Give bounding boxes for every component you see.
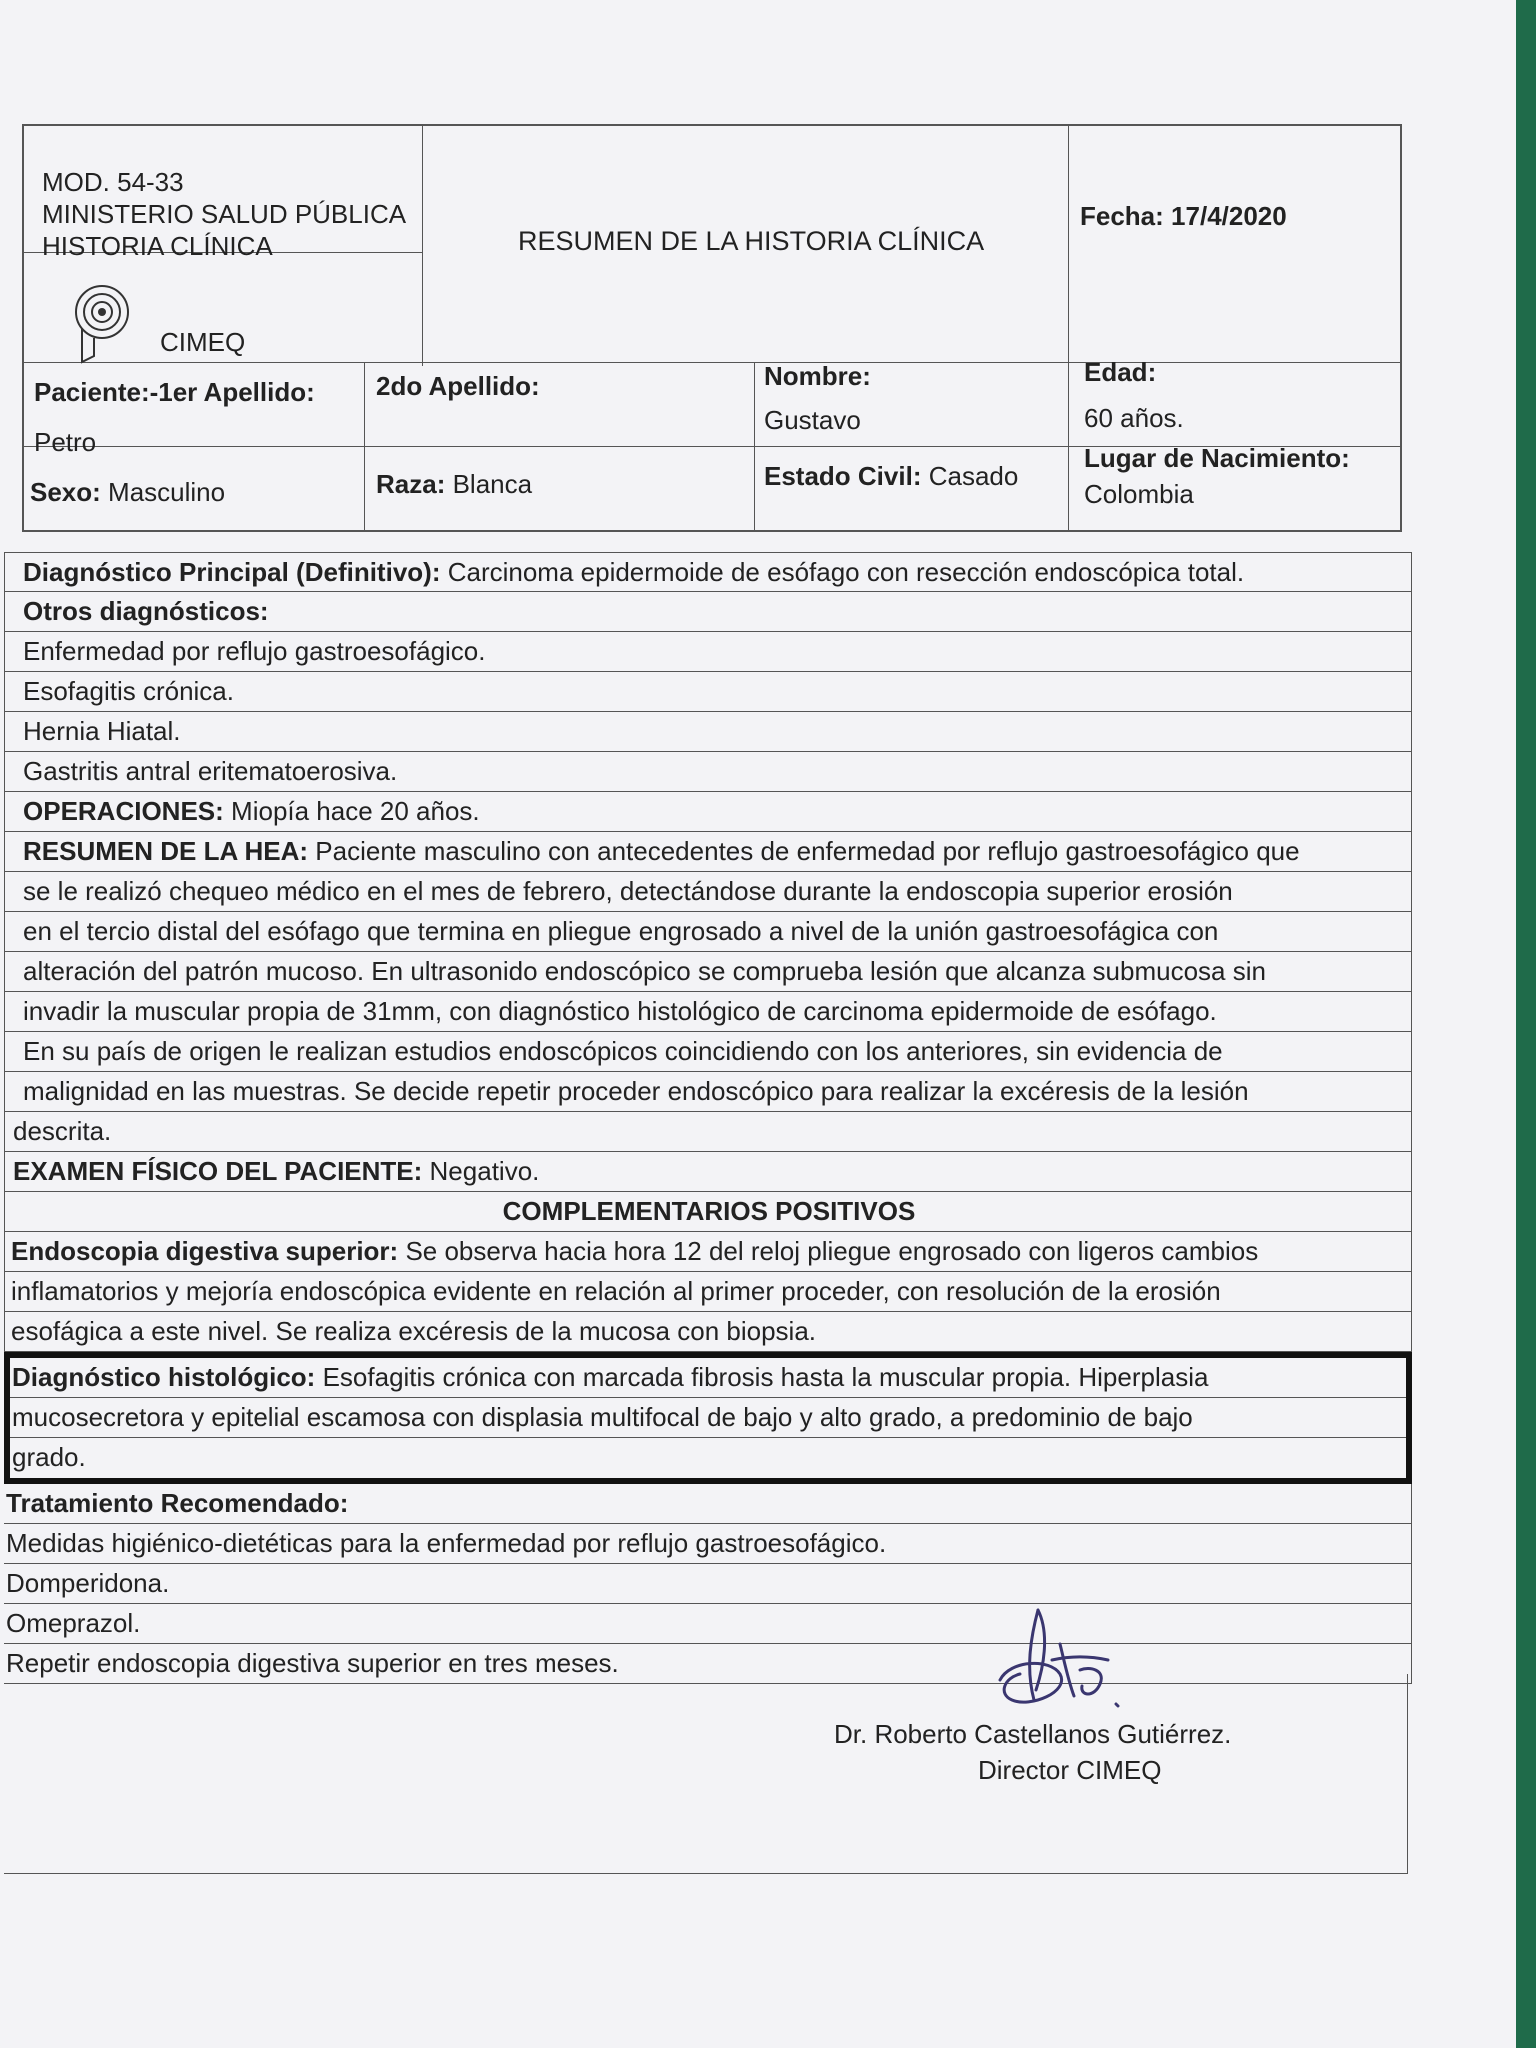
page-title: RESUMEN DE LA HISTORIA CLÍNICA (518, 226, 985, 256)
date-label: Fecha: (1080, 201, 1164, 231)
ministry-name: MINISTERIO SALUD PÚBLICA (42, 199, 407, 229)
hea-row (4, 832, 1412, 872)
histology-line: mucosecretora y epitelial escamosa con displasia multifocal de bajo y alto grado, a predominio de bajo (10, 1398, 1406, 1438)
physical-exam-label: EXAMEN FÍSICO DEL PACIENTE: (13, 1156, 423, 1186)
surname2-label: 2do Apellido: (376, 371, 540, 401)
civil-status-value: Casado (928, 461, 1019, 491)
hea-label: RESUMEN DE LA HEA: (23, 836, 309, 866)
treatment-item: Medidas higiénico-dietéticas para la enfermedad por reflujo gastroesofágico. (4, 1524, 1412, 1564)
endoscopy-line: inflamatorios y mejoría endoscópica evidente en relación al primer proceder, con resolución de la erosión (4, 1272, 1412, 1312)
endoscopy-row (4, 1232, 1412, 1272)
hea-line: malignidad en las muestras. Se decide repetir proceder endoscópico para realizar la excéresis de la lesión (4, 1072, 1412, 1112)
date-field (1080, 202, 1287, 232)
hea-line: En su país de origen le realizan estudios endoscópicos coincidiendo con los anteriores, sin evidencia de (4, 1032, 1412, 1072)
main-diagnosis-row (4, 552, 1412, 592)
histology-line: Esofagitis crónica con marcada fibrosis hasta la muscular propia. Hiperplasia (322, 1362, 1209, 1392)
histology-line: grado. (12, 1442, 86, 1472)
race-field (376, 470, 532, 500)
other-diagnoses-label: Otros diagnósticos: (4, 592, 1412, 632)
complementary-heading: COMPLEMENTARIOS POSITIVOS (4, 1192, 1412, 1232)
operations-value: Miopía hace 20 años. (231, 796, 480, 826)
main-diagnosis-label: Diagnóstico Principal (Definitivo): (23, 557, 441, 587)
surname1-value: Petro (34, 427, 97, 457)
clinical-summary-table (4, 552, 1412, 1684)
other-diagnosis-item: Esofagitis crónica. (4, 672, 1412, 712)
age-label: Edad: (1084, 357, 1157, 387)
histology-highlight-box (4, 1352, 1412, 1484)
endoscopy-line: Se observa hacia hora 12 del reloj pliegue engrosado con ligeros cambios (405, 1236, 1259, 1266)
handwritten-signature (990, 1600, 1130, 1720)
operations-row (4, 792, 1412, 832)
birthplace-label: Lugar de Nacimiento: (1084, 443, 1350, 473)
endoscopy-line: esofágica a este nivel. Se realiza excéresis de la mucosa con biopsia. (4, 1312, 1412, 1352)
age-value: 60 años. (1084, 403, 1184, 433)
sex-label: Sexo: (30, 477, 101, 507)
cimeq-logo (72, 280, 132, 366)
signature-area (4, 1674, 1408, 1874)
physical-exam-row (4, 1152, 1412, 1192)
other-diagnosis-item: Gastritis antral eritematoerosiva. (4, 752, 1412, 792)
sex-value: Masculino (108, 477, 226, 507)
hea-line: se le realizó chequeo médico en el mes de febrero, detectándose durante la endoscopia superior erosión (4, 872, 1412, 912)
surname1-label: Paciente:-1er Apellido: (34, 377, 315, 407)
doctor-title: Director CIMEQ (978, 1755, 1162, 1785)
operations-label-text: OPERACIONES: (23, 796, 224, 826)
name-value: Gustavo (764, 405, 861, 435)
treatment-item: Domperidona. (4, 1564, 1412, 1604)
civil-status-field (764, 462, 1018, 492)
record-type: HISTORIA CLÍNICA (42, 231, 273, 261)
birthplace-value: Colombia (1084, 479, 1194, 509)
treatment-item: Omeprazol. (4, 1604, 1412, 1644)
hea-line: invadir la muscular propia de 31mm, con diagnóstico histológico de carcinoma epidermoide de esófago. (4, 992, 1412, 1032)
endoscopy-label: Endoscopia digestiva superior: (11, 1236, 399, 1266)
date-value: 17/4/2020 (1171, 201, 1287, 231)
hea-line: alteración del patrón mucoso. En ultrasonido endoscópico se comprueba lesión que alcanza submucosa sin (4, 952, 1412, 992)
treatment-label: Tratamiento Recomendado: (4, 1484, 1412, 1524)
histology-label: Diagnóstico histológico: (12, 1362, 316, 1392)
civil-status-label: Estado Civil: (764, 461, 922, 491)
physical-exam-value: Negativo. (429, 1156, 540, 1186)
doctor-name: Dr. Roberto Castellanos Gutiérrez. (834, 1719, 1232, 1749)
hea-line: descrita. (4, 1112, 1412, 1152)
race-value: Blanca (452, 469, 533, 499)
form-code: MOD. 54-33 (42, 167, 184, 197)
name-label: Nombre: (764, 361, 871, 391)
main-diagnosis-value: Carcinoma epidermoide de esófago con resección endoscópica total. (447, 557, 1245, 587)
institution-name: CIMEQ (160, 327, 246, 357)
hea-line: Paciente masculino con antecedentes de enfermedad por reflujo gastroesofágico que (315, 836, 1300, 866)
hea-line: en el tercio distal del esófago que termina en pliegue engrosado a nivel de la unión gastroesofágica con (4, 912, 1412, 952)
race-label: Raza: (376, 469, 446, 499)
sex-field (30, 478, 225, 508)
histology-row (10, 1358, 1406, 1398)
treatment-item: Repetir endoscopia digestiva superior en tres meses. (4, 1644, 1412, 1684)
other-diagnosis-item: Enfermedad por reflujo gastroesofágico. (4, 632, 1412, 672)
other-diagnosis-item: Hernia Hiatal. (4, 712, 1412, 752)
